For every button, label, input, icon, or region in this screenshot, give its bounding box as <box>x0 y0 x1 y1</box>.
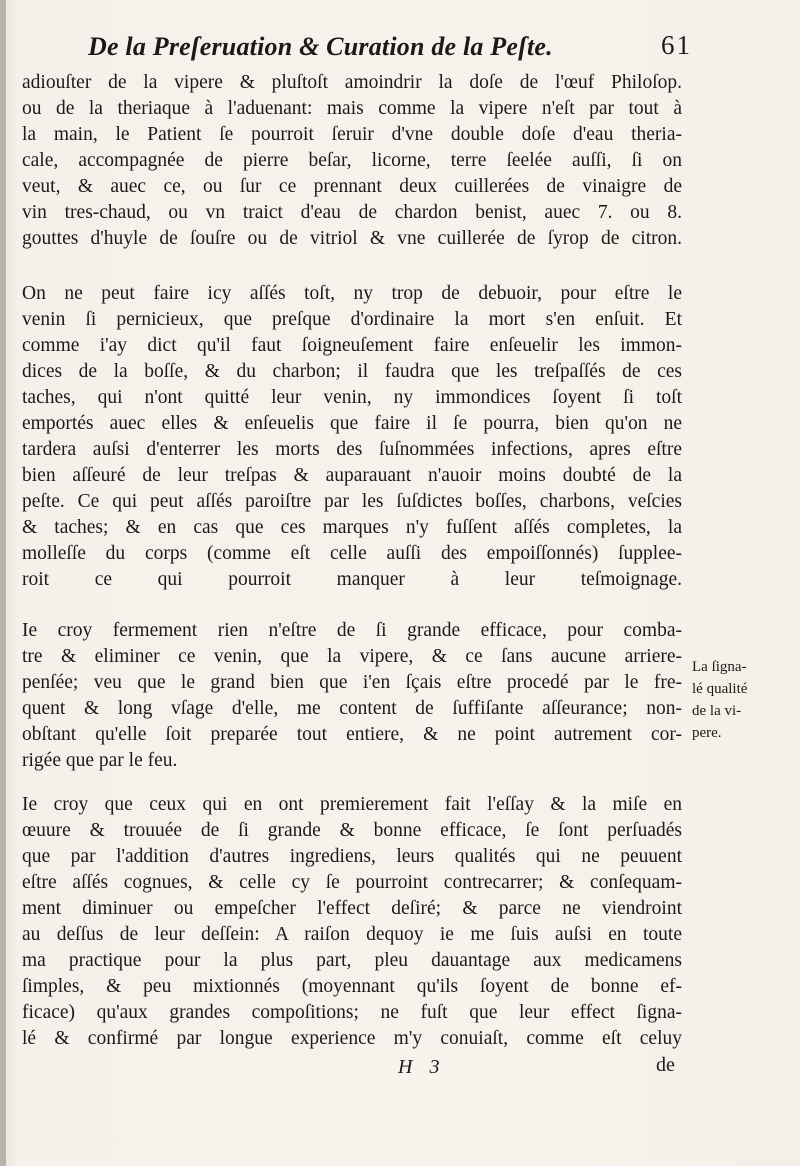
text-line: emportés auec elles & enſeuelis que faire il ſe pourra, bien qu'on ne <box>22 413 682 434</box>
text-line: cale, accompagnée de pierre beſar, licorne, terre ſeelée auſſi, ſi on <box>22 150 682 171</box>
text-line: gouttes d'huyle de ſouſre ou de vitriol & vne cuillerée de ſyrop de citron. <box>22 228 682 249</box>
text-line: venin ſi pernicieux, que preſque d'ordinaire la mort s'en enſuit. Et <box>22 309 682 330</box>
text-line: & taches; & en cas que ces marques n'y fuſſent aſſés completes, la <box>22 517 682 538</box>
page-number: 61 <box>661 30 692 60</box>
paragraph-4 <box>22 792 682 1052</box>
text-line: veut, & auec ce, ou ſur ce prennant deux cuillerées de vinaigre de <box>22 176 682 197</box>
text-line: tre & eliminer ce venin, que la vipere, & ce ſans aucune arriere- <box>22 646 682 667</box>
text-line: tardera auſsi d'enterrer les morts des ſuſnommées infections, apres eſtre <box>22 439 682 460</box>
text-line: roit ce qui pourroit manquer à leur teſmoignage. <box>22 569 682 590</box>
text-line: ou de la theriaque à l'aduenant: mais comme la vipere n'eſt par tout à <box>22 98 682 119</box>
text-line: quent & long vſage d'elle, me content de ſuffiſante aſſeurance; non- <box>22 698 682 719</box>
margin-note-line: lé qualité <box>692 681 748 697</box>
margin-note <box>692 656 772 744</box>
text-line: penſée; veu que le grand bien que i'en ſçais eſtre procedé par le fre- <box>22 672 682 693</box>
text-line: eſtre aſſés cognues, & celle cy ſe pourroint contrecarrer; & conſequam- <box>22 872 682 893</box>
text-line: adiouſter de la vipere & pluſtoſt amoindrir la doſe de l'œuf Philoſop. <box>22 72 682 93</box>
text-line: lé & confirmé par longue experience m'y conuiaſt, comme eſt celuy <box>22 1028 682 1049</box>
text-line: que par l'addition d'autres ingrediens, leurs qualités qui ne peuuent <box>22 846 682 867</box>
text-line: taches, qui n'ont quitté leur venin, ny immondices ſoyent ſi toſt <box>22 387 682 408</box>
running-title: De la Preſeruation & Curation de la Peſte. <box>88 32 553 61</box>
text-line: obſtant qu'elle ſoit preparée tout entiere, & ne point autrement cor- <box>22 724 682 745</box>
paragraph-1 <box>22 70 682 252</box>
margin-note-line: La ſigna- <box>692 659 747 675</box>
signature-mark: H 3 <box>398 1056 446 1078</box>
text-line: œuure & trouuée de ſi grande & bonne efficace, ſe ſont perſuadés <box>22 820 682 841</box>
text-line: au deſſus de leur deſſein: A raiſon dequoy ie me ſuis auſsi en toute <box>22 924 682 945</box>
text-line: Ie croy que ceux qui en ont premierement fait l'eſſay & la miſe en <box>22 794 682 815</box>
text-line: dices de la boſſe, & du charbon; il faudra que les treſpaſſés de ces <box>22 361 682 382</box>
text-line: ficace) qu'aux grandes compoſitions; ne fuſt que leur effect ſigna- <box>22 1002 682 1023</box>
page-gutter <box>0 0 6 1166</box>
text-line: la main, le Patient ſe pourroit ſeruir d'vne double doſe d'eau theria- <box>22 124 682 145</box>
text-line: bien aſſeuré de leur treſpas & auparauant n'auoir moins doubté de la <box>22 465 682 486</box>
paragraph-2 <box>22 281 682 593</box>
catchword: de <box>656 1054 675 1076</box>
text-line: Ie croy fermement rien n'eſtre de ſi grande efficace, pour comba- <box>22 620 682 641</box>
text-line: comme i'ay dict qu'il faut ſoigneuſement faire enſeuelir les immon- <box>22 335 682 356</box>
text-line: ma practique pour la plus part, pleu dauantage aux medicamens <box>22 950 682 971</box>
text-line: ſimples, & peu mixtionnés (moyennant qu'ils ſoyent de bonne ef- <box>22 976 682 997</box>
text-line: molleſſe du corps (comme eſt celle auſſi des empoiſſonnés) ſupplee- <box>22 543 682 564</box>
margin-note-line: pere. <box>692 725 722 741</box>
margin-note-line: de la vi- <box>692 703 742 719</box>
text-line: rigée que par le feu. <box>22 750 178 771</box>
text-line: vin tres-chaud, ou vn traict d'eau de chardon benist, auec 7. ou 8. <box>22 202 682 223</box>
text-line: ment diminuer ou empeſcher l'effect deſiré; & parce ne viendroint <box>22 898 682 919</box>
text-line: peſte. Ce qui peut aſſés paroiſtre par les ſuſdictes boſſes, charbons, veſcies <box>22 491 682 512</box>
paragraph-3 <box>22 618 682 774</box>
text-line: On ne peut faire icy aſſés toſt, ny trop de debuoir, pour eſtre le <box>22 283 682 304</box>
page-header <box>88 28 692 72</box>
